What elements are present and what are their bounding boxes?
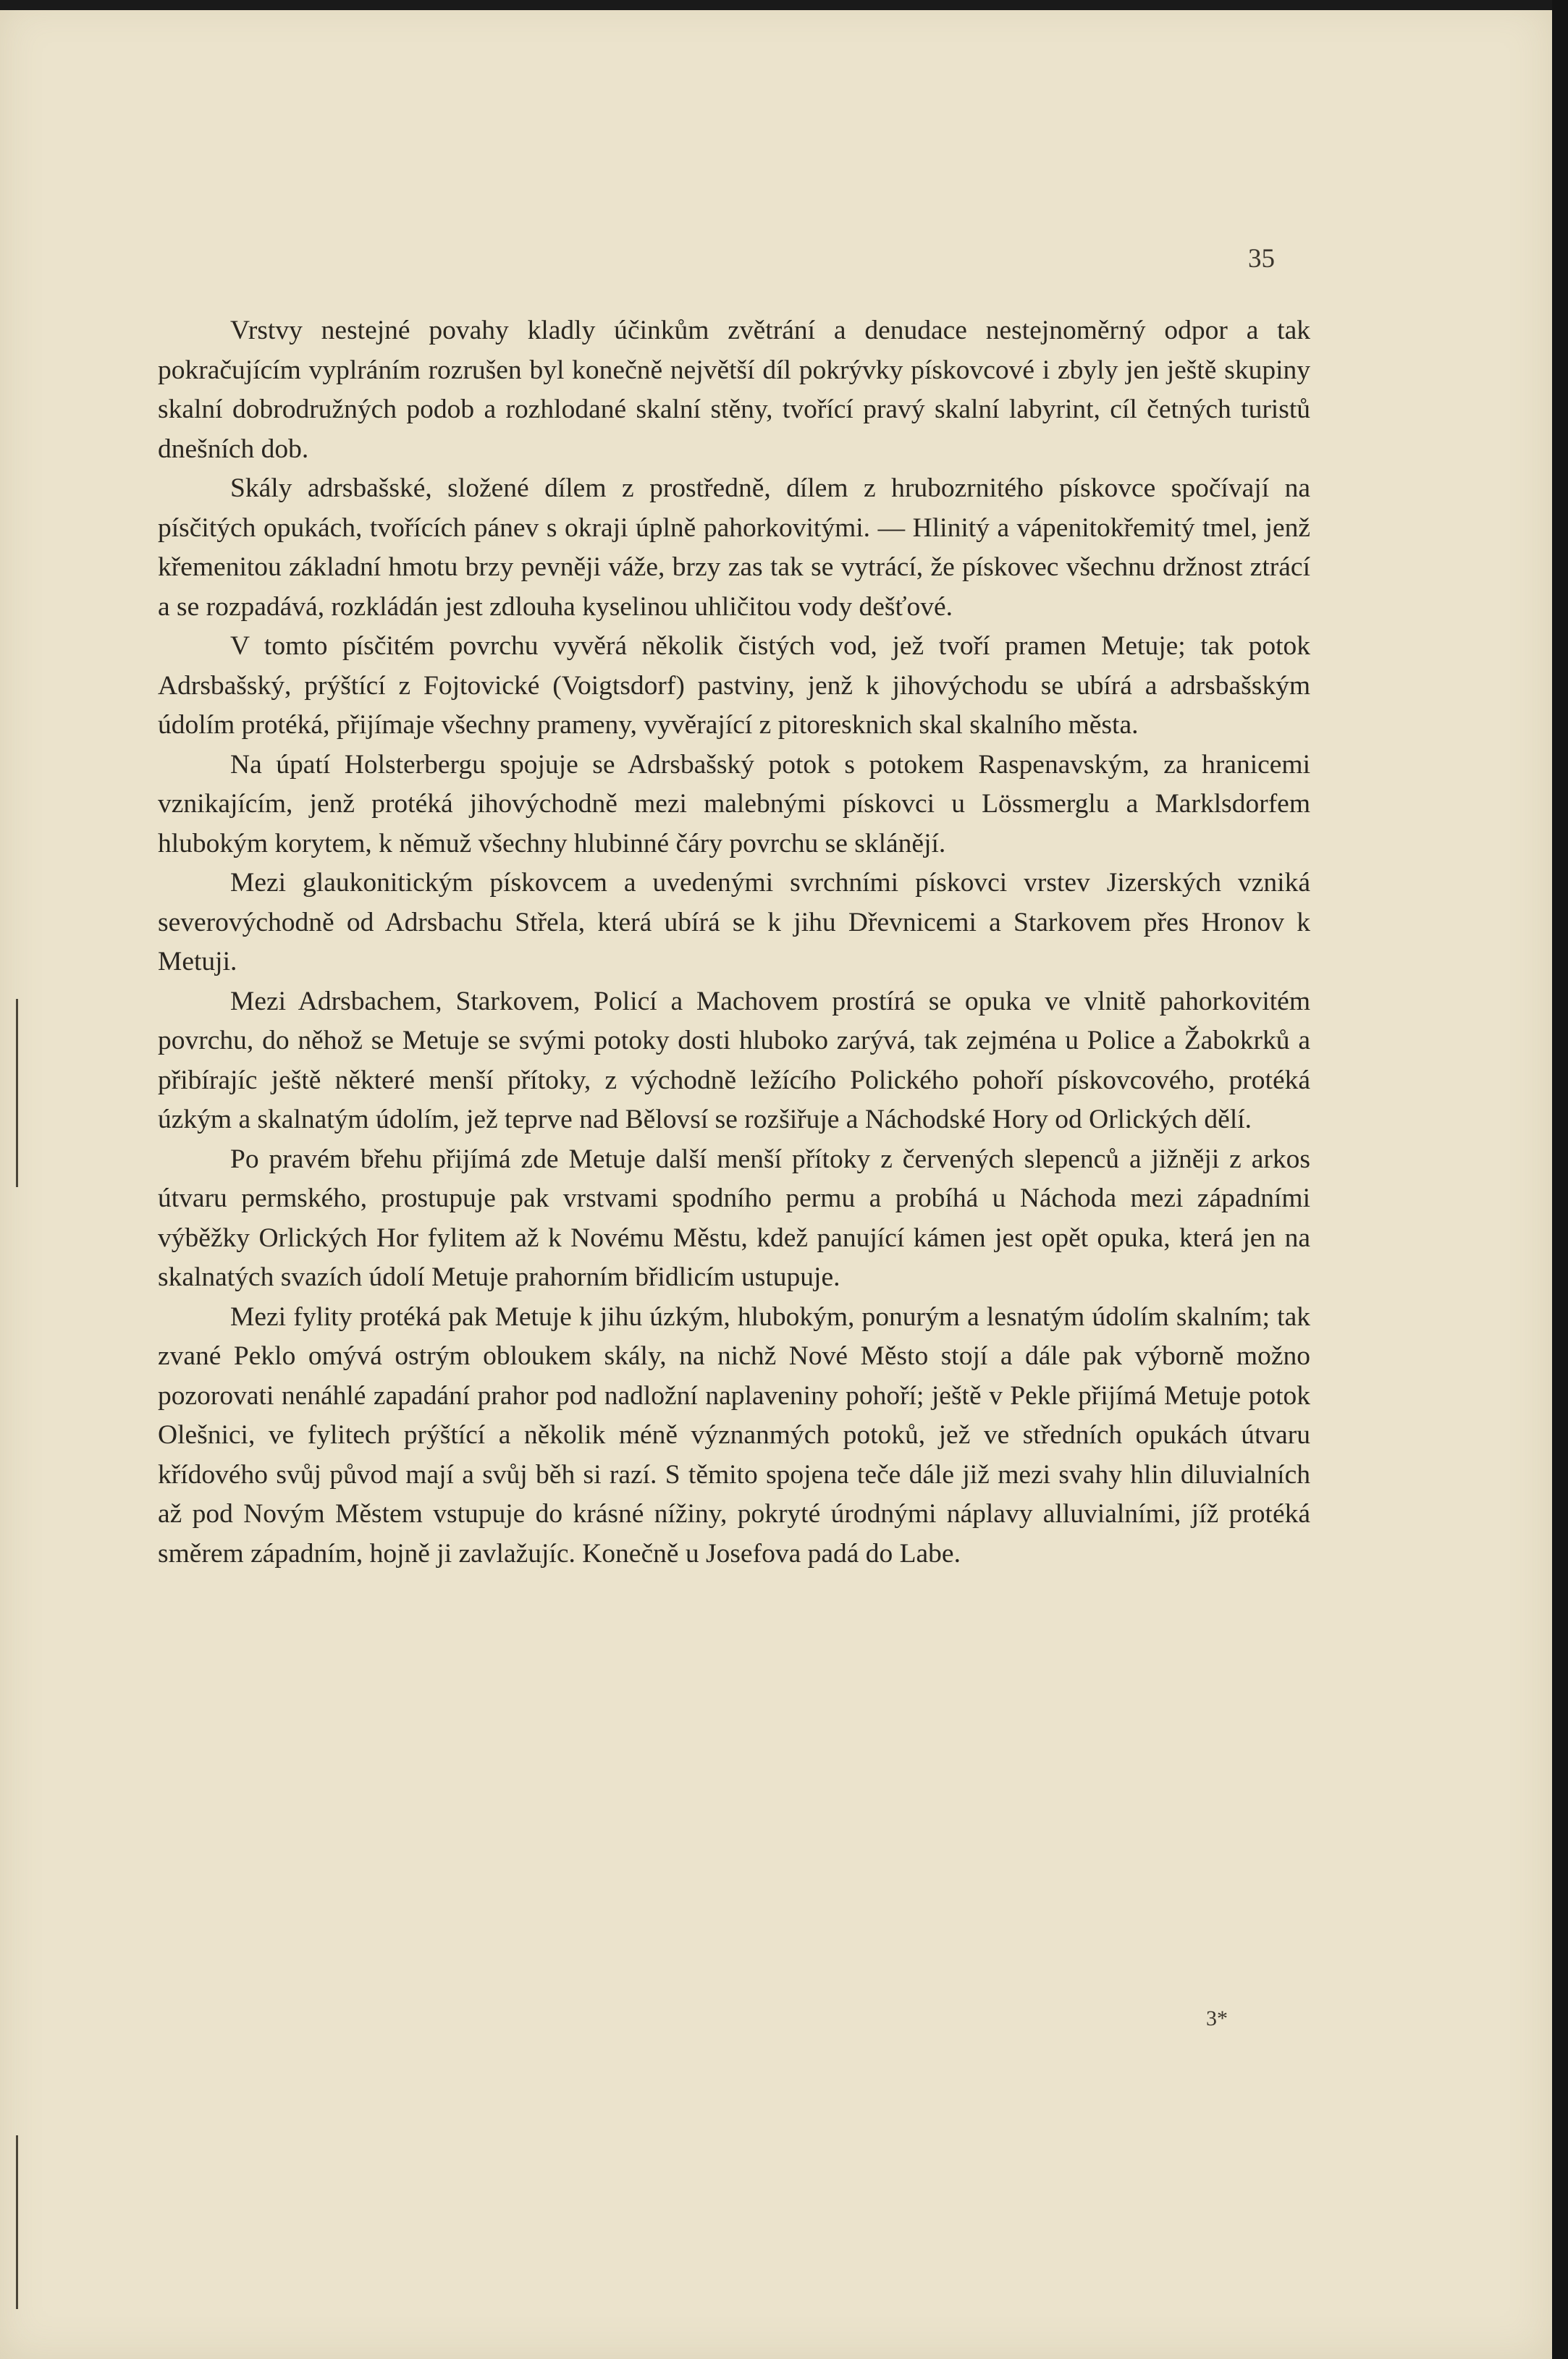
scan-right-edge — [1552, 0, 1568, 2359]
paragraph: Mezi fylity protéká pak Metuje k jihu úzkým, hlubokým, ponurým a lesnatým údolím skalním; tak zvané Peklo omývá ostrým obloukem skály, na nichž Nové Město stojí a dále pak výborně možno pozorovati nenáhlé zapadání prahor pod nadložní naplaveniny pohoří; ještě v Pekle přijímá Metuje potok Olešnici, ve fylitech prýštící a několik méně význanmých potoků, jež ve středních opukách útvaru křídového svůj původ mají a svůj běh si razí. S těmito spojena teče dále již mezi svahy hlin diluvialních až pod Novým Městem vstupuje do krásné nížiny, pokryté úrodnými náplavy alluvialními, jíž protéká směrem západním, hojně ji zavlažujíc. Konečně u Josefova padá do Labe. — [158, 1301, 1310, 1569]
binding-edge-mark — [16, 2135, 18, 2309]
paragraph: Vrstvy nestejné povahy kladly účinkům zvětrání a denudace nestejnoměrný odpor a tak pokračujícím vyplráním rozrušen byl konečně největší díl pokrývky pískovcové i zbyly jen ještě skupiny skalní dobrodružných podob a rozhlodané skalní stěny, tvořící pravý skalní labyrint, cíl četných turistů dnešních dob. — [158, 316, 1310, 464]
body-text — [158, 311, 1310, 1574]
paragraph: Mezi Adrsbachem, Starkovem, Policí a Machovem prostírá se opuka ve vlnitě pahorkovitém povrchu, do něhož se Metuje se svými potoky dosti hluboko zarývá, tak zejména u Police a Žabokrků a přibírajíc ještě některé menší přítoky, z východně ležícího Polického pohoří pískovcového, protéká úzkým a skalnatým údolím, jež teprve nad Bělovsí se rozšiřuje a Náchodské Hory od Orlických dělí. — [158, 986, 1310, 1134]
paragraph: V tomto písčitém povrchu vyvěrá několik čistých vod, jež tvoří pramen Metuje; tak potok Adrsbašský, prýštící z Fojtovické (Voigtsdorf) pastviny, jenž k jihovýchodu se ubírá a adrsbašským údolím protéká, přijímaje všechny prameny, vyvěrající z pitoresknich skal skalního města. — [158, 631, 1310, 740]
paragraph: Na úpatí Holsterbergu spojuje se Adrsbašský potok s potokem Raspenavským, za hranicemi vznikajícím, jenž protéká jihovýchodně mezi malebnými pískovci u Lössmerglu a Marklsdorfem hlubokým korytem, k němuž všechny hlubinné čáry povrchu se sklánějí. — [158, 749, 1310, 858]
printer-signature-mark: 3* — [1206, 2006, 1228, 2030]
page-number: 35 — [1248, 244, 1275, 274]
paragraph: Po pravém břehu přijímá zde Metuje další menší přítoky z červených slepenců a jižněji z arkos útvaru permského, prostupuje pak vrstvami spodního permu a probíhá u Náchoda mezi západními výběžky Orlických Hor fylitem až k Novému Městu, kdež panující kámen jest opět opuka, která jen na skalnatých svazích údolí Metuje prahorním břidlicím ustupuje. — [158, 1144, 1310, 1292]
scan-top-edge — [0, 0, 1552, 10]
paragraph: Mezi glaukonitickým pískovcem a uvedenými svrchními pískovci vrstev Jizerských vzniká severovýchodně od Adrsbachu Střela, která ubírá se k jihu Dřevnicemi a Starkovem přes Hronov k Metuji. — [158, 868, 1310, 976]
binding-edge-mark — [16, 999, 18, 1187]
paragraph: Skály adrsbašské, složené dílem z prostředně, dílem z hrubozrnitého pískovce spočívají na písčitých opukách, tvořících pánev s okraji úplně pahorkovitými. — Hlinitý a vápenitokřemitý tmel, jenž křemenitou základní hmotu brzy pevněji váže, brzy zas tak se vytrácí, že pískovec všechnu držnost ztrácí a se rozpadává, rozkládán jest zdlouha kyselinou uhličitou vody dešťové. — [158, 473, 1310, 622]
